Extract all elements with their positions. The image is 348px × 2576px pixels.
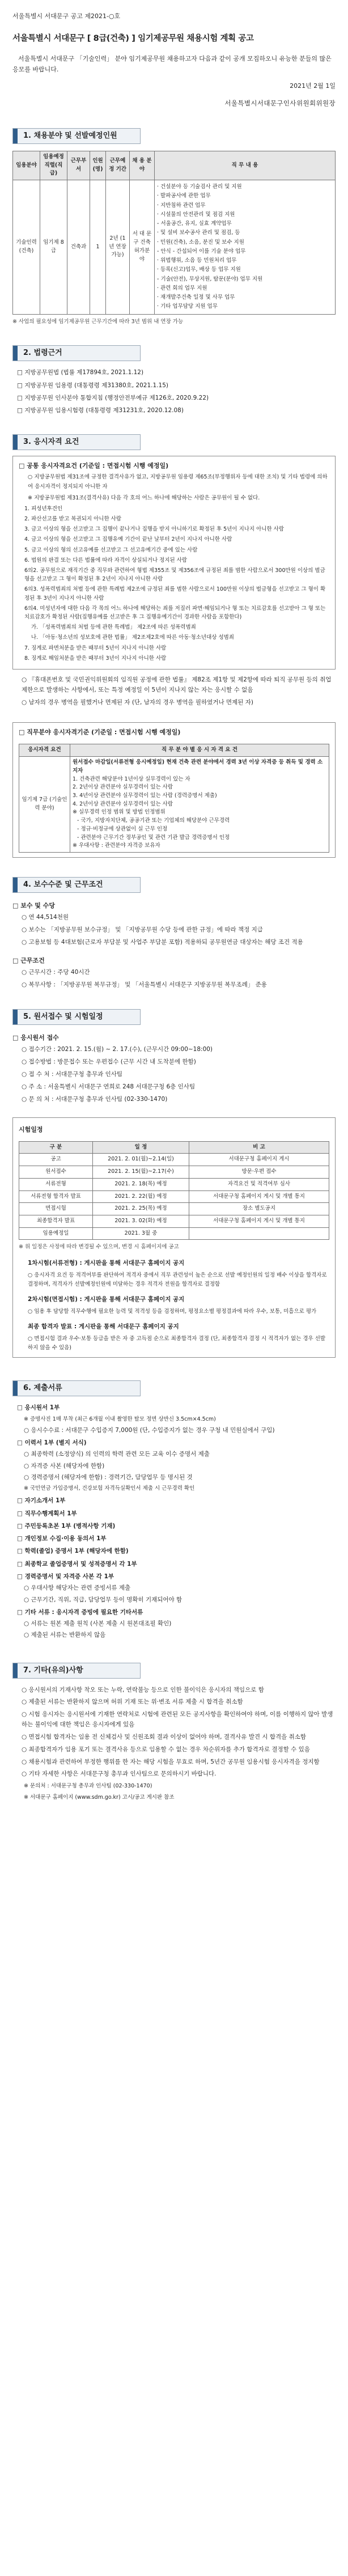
doc-item: ※ 국민연금 가입증명서, 건강보험 자격득실확인서 제출 시 근무경력 확인 <box>24 1485 195 1492</box>
section-title: 2. 법령근거 <box>18 346 140 361</box>
heading-bar <box>13 878 18 892</box>
eligibility-item: 나. 「아동·청소년의 성보호에 관한 법률」 제2조제2호에 따른 아동·청소년대상 성범죄 <box>31 634 234 641</box>
issuer-name: 서울특별시서대문구인사위원회위원장 <box>224 99 336 108</box>
section-title: 1. 채용분야 및 선발예정인원 <box>18 129 140 143</box>
col-header: 근무부서 <box>67 151 90 180</box>
section-heading <box>12 877 141 893</box>
cell-stage: 서류전형 <box>19 1178 93 1190</box>
cell-stage: 임용예정일 <box>19 1227 93 1240</box>
duty-item: · 시설물의 안전관리 및 점검 지원 <box>157 211 235 218</box>
table-row <box>19 1178 329 1190</box>
schedule-title: 시험일정 <box>19 1125 43 1133</box>
doc-item: □ 주민등록초본 1부 (병적사항 기재) <box>17 1522 116 1530</box>
accept-item: ○ 접수기간 : 2021. 2. 15.(월) ~ 2. 17.(수), (근무시간 09:00~18:00) <box>22 1046 213 1053</box>
duty-item: - 서울공간, 유지, 실효 계약업무 <box>157 221 232 227</box>
section-pay <box>12 877 336 990</box>
doc-item: □ 개인정보 수집·이용 동의서 1부 <box>17 1535 107 1543</box>
eligibility-item: 6의2. 공무원으로 재직기간 중 직무와 관련하여 형법 제355조 및 제356조에 규정된 죄를 범한 사람으로서 300만원 이상의 벌금형을 선고받고 그 형이 확정된 후 2년이 지나지 아니한 사람 <box>24 567 325 583</box>
notice-item: ○ 최종합격자가 임용 포기 또는 결격사유 등으로 임용할 수 없는 경우 차순위자를 추가 합격자로 결정할 수 있음 <box>22 1745 310 1753</box>
duty-item: - 안식 - 간섭되어 이를 기술 분야 업무 <box>157 248 246 255</box>
table-row <box>19 1166 329 1179</box>
notice-item: ○ 응시원서의 기재사항 착오 또는 누락, 연락불능 등으로 인한 불이익은 응시자의 책임으로 함 <box>22 1686 264 1693</box>
step-heading: 1차시험(서류전형) : 게시판을 통해 서대문구 홈페이지 공지 <box>28 1260 185 1267</box>
intro-paragraph: 서울특별시 서대문구 「기술인력」 분야 임기제공무원 채용하고자 다음과 같이 공개 모집하오니 유능한 분들의 많은 응모를 바랍니다. <box>12 54 332 74</box>
pay-item: ○ 연 44,514천원 <box>22 914 69 921</box>
doc-item: □ 응시원서 1부 <box>17 1404 60 1412</box>
doc-item: □ 경력증명서 및 자격증 사본 각 1부 <box>17 1573 114 1580</box>
col-header: 일 정 <box>93 1141 189 1154</box>
section-title: 4. 보수수준 및 근무조건 <box>18 878 140 892</box>
cell-stage: 공고 <box>19 1154 93 1166</box>
doc-item: ○ 제출된 서류는 반환하지 않음 <box>24 1632 106 1639</box>
table-row <box>19 1203 329 1215</box>
cell-date: 2021. 2. 15(월)~2.17(수) <box>93 1166 189 1179</box>
notice-item: ○ 시험 응시자는 응시원서에 기재한 연락처로 시험에 관련된 모든 공지사항을 확인하여야 하며, 이를 이행하지 않아 발생하는 불이익에 대한 책임은 응시자에게 있음 <box>22 1711 333 1728</box>
requirement-item: 4. 2년이상 관련분야 실무경력이 있는 사람 <box>73 800 173 807</box>
accept-item: ○ 접 수 처 : 서대문구청 총무과 인사팀 <box>22 1071 123 1078</box>
doc-item: □ 자기소개서 1부 <box>17 1497 66 1505</box>
col-header: 근무예정 기간 <box>106 151 130 180</box>
notice-item: ※ 문의처 : 서대문구청 총무과 인사팀 (02-330-1470) <box>24 1783 152 1790</box>
doc-item: ○ 우대사항 해당자는 관련 증빙서류 제출 <box>24 1584 131 1592</box>
duty-item: - 기술(안전), 무상지원, 탐문(분야) 업무 지원 <box>157 276 263 282</box>
eligibility-item: ○ 지방공무원법 제31조에 규정한 결격사유가 없고, 지방공무원 임용령 제65조(부정행위자 등에 대한 조치) 및 기타 법령에 의하여 응시자격이 정지되지 아니한 자 <box>28 474 328 490</box>
law-item: □ 지방공무원 인사분야 통합지침 (행정안전부예규 제126호, 2020.9.22) <box>17 394 209 401</box>
cell-requirements <box>70 757 329 853</box>
cell-period: 2년 (1년 연장가능) <box>106 180 130 315</box>
eligibility-item: 2. 파산선고를 받고 복권되지 아니한 사람 <box>24 516 121 523</box>
table-row <box>13 180 336 315</box>
doc-item: □ 이력서 1부 (별지 서식) <box>17 1439 87 1447</box>
eligibility-item: 4. 금고 이상의 형을 선고받고 그 집행유예 기간이 끝난 날부터 2년이 지나지 아니한 사람 <box>24 536 232 543</box>
duty-item: · 건설분야 등 기술검사 관리 및 지원 <box>157 184 242 190</box>
duty-item: · 기타 업무담당 지원 업무 <box>157 303 218 310</box>
table-row <box>19 1227 329 1240</box>
cell-remark: 서대문구청 홈페이지 게시 및 개별 통지 <box>189 1215 329 1228</box>
section-recruitment <box>12 128 336 326</box>
cell-stage: 최종합격자 발표 <box>19 1215 93 1228</box>
step-heading: 2차시험(면접시험) : 게시판을 통해 서대문구 홈페이지 공지 <box>28 1296 185 1303</box>
cell-date: 2021. 3월 중 <box>93 1227 189 1240</box>
table-header-row <box>13 151 336 180</box>
step-body: ○ 임용 후 담당할 직무수행에 필요한 능력 및 적격성 등을 검정하며, 평정요소별 평정결과에 따라 우수, 보통, 미흡으로 평가 <box>28 1308 317 1315</box>
cell-dept: 건축과 <box>67 180 90 315</box>
heading-bar <box>13 1010 18 1024</box>
eligibility-item: 7. 징계로 파면처분을 받은 때부터 5년이 지나지 아니한 사람 <box>24 645 167 651</box>
section-documents <box>12 1380 336 1639</box>
cell-remark: 서대문구청 홈페이지 게시 및 개별 통지 <box>189 1190 329 1203</box>
heading-bar <box>13 346 18 361</box>
law-item: □ 지방공무원 임용시험령 (대통령령 제31231호, 2020.12.08) <box>17 407 184 414</box>
table-row <box>19 757 329 853</box>
cell-remark: 방문·우편 접수 <box>189 1166 329 1179</box>
law-item: □ 지방공무원법 (법률 제17894호, 2021.1.12) <box>17 369 144 376</box>
step-body: ○ 면접시험 결과 우수·보통 등급을 받은 자 중 고득점 순으로 최종합격자 결정 (단, 최종합격자 결정 시 적격자가 없는 경우 선발하지 않을 수 있음) <box>28 1336 326 1351</box>
col-header: 임용분야 <box>13 151 40 180</box>
section-heading <box>12 128 141 144</box>
doc-item: □ 기타 서류 : 응시자격 증빙에 필요한 기타서류 <box>17 1608 143 1616</box>
notice-item: ○ 기타 자세한 사항은 서대문구청 총무과 인사팀으로 문의하시기 바랍니다. <box>22 1770 217 1778</box>
eligibility-item: 3. 금고 이상의 형을 선고받고 그 집행이 끝나거나 집행을 받지 아니하기로 확정된 후 5년이 지나지 아니한 사람 <box>24 526 285 533</box>
job-eligibility-table <box>19 744 329 853</box>
schedule-table <box>19 1141 329 1240</box>
section-heading <box>12 434 141 450</box>
notice-item: ○ 면접시험 합격자는 임용 전 신체검사 및 신원조회 결과 이상이 없어야 하며, 결격사유 발견 시 합격을 취소함 <box>22 1733 307 1740</box>
notice-number: 서울특별시 서대문구 공고 제2021-○호 <box>12 12 121 20</box>
schedule-box <box>12 1117 336 1358</box>
requirement-item: - 국가, 지방자치단체, 공공기관 또는 기업체의 해당분야 근무경력 <box>77 817 230 824</box>
step-body: ○ 응시자격 요건 등 적격여부를 판단하여 적격자 중에서 직무 관련성이 높은 순으로 선발 예정인원의 일정 배수 이상을 합격자로 결정하며, 적격자가 선발예정인원에 미달하는 경우 적격자 전원을 합격자로 결정함 <box>28 1272 327 1288</box>
accept-item: ○ 접수방법 : 방문접수 또는 우편접수 (근무 시간 내 도착분에 한함) <box>22 1058 196 1066</box>
duty-item: · 관련 회의 업무 지원 <box>157 285 207 291</box>
section-application <box>12 1009 336 1358</box>
table-row <box>19 1215 329 1228</box>
cell-count: 1 <box>90 180 106 315</box>
schedule-note: ※ 위 일정은 사정에 따라 변경될 수 있으며, 변경 시 홈페이지에 공고 <box>19 1244 179 1251</box>
accept-item: ○ 문 의 처 : 서대문구청 총무과 인사팀 (02-330-1470) <box>22 1095 168 1103</box>
heading-bar <box>13 435 18 450</box>
notice-date: 2021년 2월 1일 <box>290 82 336 90</box>
doc-item: ○ 근무기간, 직위, 직급, 담당업무 등이 명확히 기재되어야 함 <box>24 1596 183 1603</box>
requirement-item: - 정규·비정규에 상관없이 실 근무 인정 <box>77 825 168 832</box>
col-header: 인원 (명) <box>90 151 106 180</box>
duty-item: · 등록(신고)업무, 배상 등 업무 지원 <box>157 266 241 273</box>
table-header-row <box>19 1141 329 1154</box>
cell-date: 2021. 2. 22(월) 예정 <box>93 1190 189 1203</box>
duty-item: · 민원(건축), 소음, 분진 및 보수 지원 <box>157 239 244 245</box>
cell-remark: 서대문구청 홈페이지 게시 <box>189 1154 329 1166</box>
duty-item: · 발파공사에 관한 업무 <box>157 193 211 200</box>
eligibility-item: 6의4. 미성년자에 대한 다음 각 목의 어느 하나에 해당하는 죄를 저질러 파면·해임되거나 형 또는 치료감호를 선고받아 그 형 또는 치료감호가 확정된 사람(집행유예를 선고받은 후 그 집행유예기간이 경과한 사람을 포함한다) <box>24 605 326 620</box>
work-item: ○ 근무시간 : 주당 40시간 <box>22 968 90 976</box>
cell-date: 2021. 3. 02(화) 예정 <box>93 1215 189 1228</box>
section-heading <box>12 1380 141 1396</box>
duty-item: · 지반침하 관련 업무 <box>157 202 206 209</box>
eligibility-item: ※ 지방공무원법 제31조(결격사유) 다음 각 호의 어느 하나에 해당하는 사람은 공무원이 될 수 없다. <box>28 494 260 501</box>
requirement-item: - 관련분야 근무기간 정부공인 및 관련 기관 발급 경력증명서 인정 <box>77 834 230 841</box>
cell-row-head: 임기제 7급 (기술인력 분야) <box>19 757 70 853</box>
eligibility-item: 가. 「성폭력범죄의 처벌 등에 관한 특례법」 제2조에 따른 성폭력범죄 <box>31 624 196 631</box>
requirement-item: 2. 2년이상 관련분야 실무경력이 있는 사람 <box>73 784 173 791</box>
section-title: 7. 기타(유의)사항 <box>18 1663 140 1678</box>
section-heading <box>12 345 141 361</box>
eligibility-item: 6의3. 성폭력범죄의 처벌 등에 관한 특례법 제2조에 규정된 죄를 범한 사람으로서 100만원 이상의 벌금형을 선고받고 그 형이 확정된 후 3년이 지나지 아니한 사람 <box>24 586 326 601</box>
doc-item: ○ 경력증명서 (해당자에 한함) : 경력기간, 담당업무 등 명시된 것 <box>24 1473 193 1481</box>
job-eligibility-box <box>12 722 336 858</box>
pay-item: ○ 보수는 「지방공무원 보수규정」 및 「지방공무원 수당 등에 관한 규정」에 따라 책정 지급 <box>22 926 263 933</box>
col-header: 구 분 <box>19 1141 93 1154</box>
pay-heading: □ 보수 및 수당 <box>12 902 56 910</box>
section-notes <box>12 1663 336 1802</box>
cell-rank: 임기제 8급 <box>40 180 67 315</box>
section-heading <box>12 1663 141 1679</box>
doc-item: ○ 최종학력 (소정양식) 의 인력의 학력 관련 모든 교육 이수 증명서 제출 <box>24 1451 210 1458</box>
box-title: □ 공통 응시자격요건 (기준일 : 면접시험 시행 예정일) <box>19 462 169 470</box>
notice-item: ○ 제출된 서류는 반환하지 않으며 허위 기재 또는 위·변조 서류 제출 시 합격을 취소함 <box>22 1698 243 1706</box>
col-header: 직 무 내 용 <box>155 151 336 180</box>
table-row <box>19 1154 329 1166</box>
eligibility-item: 6. 법원의 판결 또는 다른 법률에 따라 자격이 상실되거나 정지된 사람 <box>24 557 188 564</box>
cell-date: 2021. 2. 01(월)~2.14(일) <box>93 1154 189 1166</box>
heading-bar <box>13 1381 18 1396</box>
requirement-item: ※ 실무경력 인정 범위 및 방법 인정범위 <box>73 809 165 816</box>
cell-remark: 자격요건 및 적격여부 심사 <box>189 1178 329 1190</box>
cell-stage: 서류전형 합격자 발표 <box>19 1190 93 1203</box>
table-row <box>19 1190 329 1203</box>
heading-bar <box>13 129 18 143</box>
pay-item: ○ 고용보험 등 4대보험(근로자 부담분 및 사업주 부담분 포함) 적용하되 공무원연금 대상자는 해당 조건 적용 <box>22 938 303 946</box>
cell-duties <box>155 180 336 315</box>
doc-item: □ 학력(졸업) 증명서 1부 (해당자에 한함) <box>17 1548 129 1555</box>
cell-stage: 면접시험 <box>19 1203 93 1215</box>
law-item: □ 지방공무원 임용령 (대통령령 제31380호, 2021.1.15) <box>17 382 168 389</box>
doc-item: ※ 증명사진 1매 부착 (최근 6개월 이내 촬영한 탈모 정면 상반신 3.5cm×4.5cm) <box>24 1416 216 1422</box>
duty-item: · 재개발주건축 일정 및 사무 업무 <box>157 294 235 301</box>
duty-item: · 및 설비 보수공사 관리 및 점검, 등 <box>157 230 240 236</box>
cell-remark: 장소 별도공지 <box>189 1203 329 1215</box>
notice-item: ※ 서대문구 홈페이지 (www.sdm.go.kr) 고시/공고 게시판 참조 <box>24 1794 175 1800</box>
requirement-item: ※ 우대사항 : 관련분야 자격증 보유자 <box>73 842 160 849</box>
cell-stage: 원서접수 <box>19 1166 93 1179</box>
doc-item: □ 직무수행계획서 1부 <box>17 1510 77 1517</box>
notice-item: ○ 채용시험과 관련하여 부정한 행위를 한 자는 해당 시험을 무효로 하며, 5년간 공무원 임용시험 응시자격을 정지함 <box>22 1758 320 1765</box>
document-title: 서울특별시 서대문구 [ 8급(건축) ] 임기제공무원 채용시험 계획 공고 <box>12 34 254 44</box>
cell-field: 기술인력 (건축) <box>13 180 40 315</box>
recruitment-table <box>12 151 336 315</box>
work-item: ○ 복무사항 : 「지방공무원 복무규정」 및 「서울특별시 서대문구 지방공무원 복무조례」 준용 <box>22 981 267 988</box>
eligibility-extra: ○ 『휴대폰번호 및 국민권익위원회의 임직원 공정에 관한 법률』 제82조 제1항 및 제2항에 따라 퇴직 공무원 등의 취업제한으로 발생하는 사항에서, 또는 특정 예정일 이 5년이 지나지 않는 자는 응시할 수 없음 <box>22 676 332 693</box>
eligibility-item: 1. 피성년후견인 <box>24 505 63 512</box>
col-header: 채 용 분 야 <box>130 151 155 180</box>
doc-item: ○ 응시수수료 : 서대문구 수입증지 7,000원 (단, 수입증지가 없는 경우 구청 내 민원실에서 구입) <box>24 1426 275 1434</box>
step-heading: 최종 합격자 발표 : 게시판을 통해 서대문구 홈페이지 공지 <box>28 1323 179 1331</box>
section-heading <box>12 1009 141 1025</box>
section-title: 5. 원서접수 및 시험일정 <box>18 1010 140 1024</box>
table-note: ※ 사업의 필요성에 임기제공무원 근무기간에 따라 3년 범위 내 연장 가능 <box>12 318 184 325</box>
heading-bar <box>13 1663 18 1678</box>
eligibility-item: 5. 금고 이상의 형의 선고유예를 선고받고 그 선고유예기간 중에 있는 사람 <box>24 546 198 553</box>
duty-item: · 위법행위, 소음 등 민원처리 업무 <box>157 257 237 264</box>
eligibility-extra: ○ 남자의 경우 병역을 필했거나 면제된 자 (단, 남자의 경우 병역을 필하였거나 면제된 자) <box>22 698 253 706</box>
requirement-item: 3. 4년이상 관련분야 실무경력이 있는 사람 (경력증명서 제출) <box>73 793 217 799</box>
doc-item: ○ 자격증 사본 (해당자에 한함) <box>24 1462 105 1469</box>
col-header: 응시자격 요건 <box>19 744 70 757</box>
common-eligibility-box <box>12 456 336 669</box>
section-title: 6. 제출서류 <box>18 1381 140 1396</box>
col-header: 비 고 <box>189 1141 329 1154</box>
section-legal-basis <box>12 345 336 415</box>
accept-heading: □ 응시원서 접수 <box>12 1034 59 1042</box>
cell-date: 2021. 2. 18(목) 예정 <box>93 1178 189 1190</box>
cell-remark <box>189 1227 329 1240</box>
doc-item: ○ 서류는 원본 제출 원칙 (사본 제출 시 원본대조필 확인) <box>24 1620 172 1628</box>
box-title: □ 직무분야 응시자격기준 (기준일 : 면접시험 시행 예정일) <box>19 728 181 736</box>
eligibility-item: 8. 징계로 해임처분을 받은 때부터 3년이 지나지 아니한 사람 <box>24 655 167 662</box>
work-heading: □ 근무조건 <box>12 956 45 964</box>
col-header: 직 무 분 야 별 응 시 자 격 요 건 <box>70 744 329 757</box>
doc-item: □ 최종학교 졸업증명서 및 성적증명서 각 1부 <box>17 1560 137 1567</box>
section-eligibility <box>12 434 336 858</box>
cell-area: 서 대 문 구 건축허가분야 <box>130 180 155 315</box>
section-title: 3. 응시자격 요건 <box>18 435 140 450</box>
table-header-row <box>19 744 329 757</box>
col-header: 임용예정 직렬(직급) <box>40 151 67 180</box>
cell-date: 2021. 2. 25(목) 예정 <box>93 1203 189 1215</box>
requirement-item: 1. 건축관련 해당분야 1년이상 실무경력이 있는 자 <box>73 776 190 782</box>
requirement-head: 원서접수 마감일(서류전형 응시예정일) 현재 건축 관련 분야에서 경력 3년 이상 자격증 등 취득 및 경력 소지자 <box>73 759 323 774</box>
accept-item: ○ 주 소 : 서울특별시 서대문구 연희로 248 서대문구청 6층 인사팀 <box>22 1083 196 1090</box>
